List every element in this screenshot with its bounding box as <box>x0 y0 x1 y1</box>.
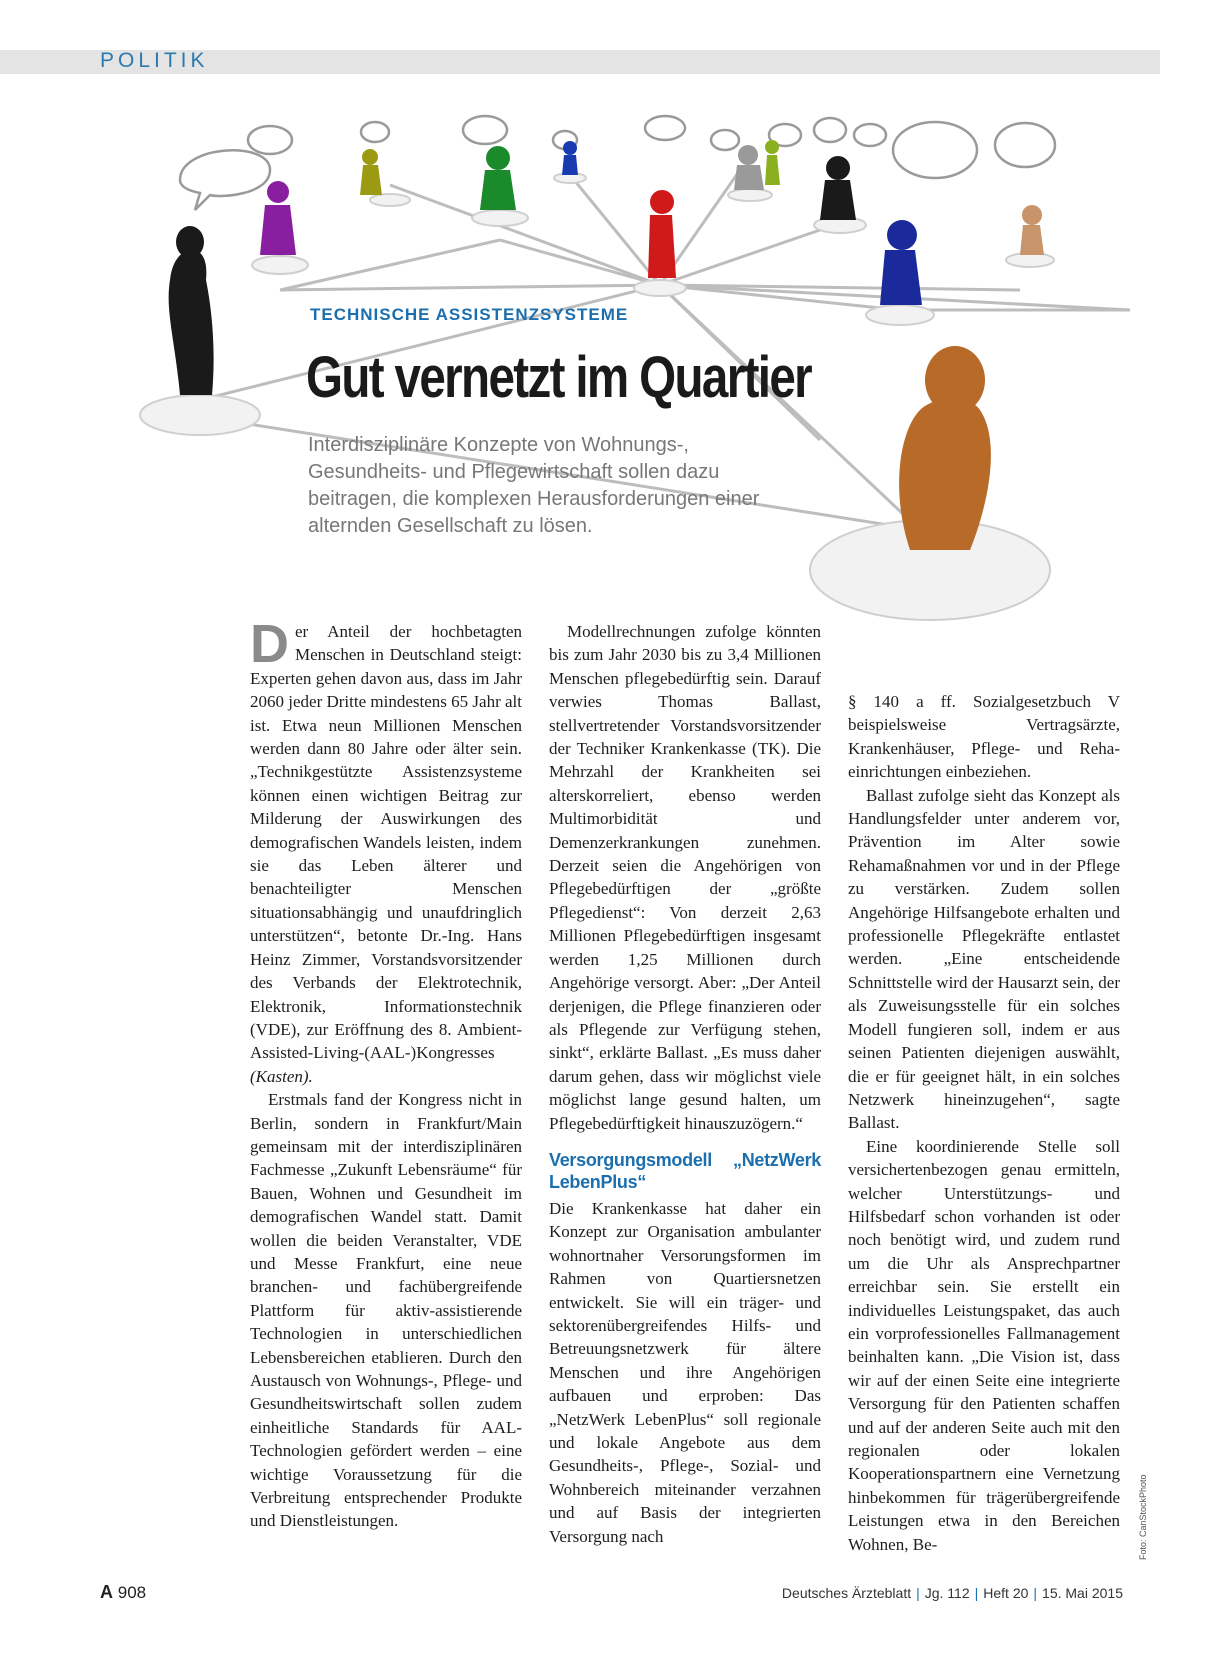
drop-cap: D <box>250 614 289 674</box>
journal-name: Deutsches Ärzteblatt <box>781 1585 912 1601</box>
column-3 <box>848 690 1120 1556</box>
article-kicker: TECHNISCHE ASSISTENZSYSTEME <box>310 305 629 324</box>
section-label: POLITIK <box>100 49 209 72</box>
column-1 <box>250 614 522 1533</box>
paragraph-1 <box>250 614 522 1088</box>
speech-bubbles <box>180 116 1055 210</box>
paragraph-5: § 140 a ff. Sozialgesetzbuch V beispielsweise Vertragsärzte, Krankenhäuser, Pflege- und Rehaeinrichtungen einbeziehen. <box>848 692 1120 782</box>
article-title: Gut vernetzt im Quartier <box>306 345 812 410</box>
journal-volume: Jg. 112 <box>924 1585 970 1601</box>
footer-citation: Deutsches Ärzteblatt | Jg. 112 | Heft 20 | 15. Mai 2015 <box>781 1585 1123 1601</box>
page-number-value: 908 <box>117 1583 147 1602</box>
paragraph-1-ref: (Kasten). <box>250 1066 313 1086</box>
paragraph-2: Erstmals fand der Kongress nicht in Berlin, sondern in Frankfurt/Main gemeinsam mit der interdisziplinären Fachmesse „Zukunft Lebensräume“ für Bauen, Wohnen und Gesundheit im demografischen Wandel statt. Damit wollen die beiden Veranstalter, VDE und Messe Frankfurt, eine neue branchen- und fachübergreifende Plattform für aktiv-assistierende Technologien in unterschiedlichen Lebensbereichen etablieren. Durch den Austausch von Wohnungs-, Pflege- und Gesundheitswirtschaft sollen zudem einheitliche Standards für AAL-Technologien gefördert werden – eine wichtige Voraussetzung für die Verbreitung entsprechender Produkte und Dienstleistungen. <box>250 1090 522 1531</box>
paragraph-7: Eine koordinierende Stelle soll versichertenbezogen genau ermitteln, welcher Unterstützungs- und Hilfsbedarf schon vorhanden ist oder noch benötigt wird, und zudem rund um die Uhr als Ansprechpartner erreichbar sein. Sie erstellt ein individuelles Leistungspaket, das auch ein vorprofessionelles Fallmanagement beinhalten kann. „Die Vision ist, dass wir auf der einen Seite eine integrierte Versorgung für den Patienten schaffen und auf der anderen Seite auch mit den regionalen oder lokalen Kooperationspartnern eine Vernetzung hinbekommen für trägerübergreifende Leistungen etwa in den Bereichen Wohnen, Be- <box>848 1136 1120 1554</box>
journal-issue: Heft 20 <box>983 1585 1029 1601</box>
page-prefix: A <box>100 1582 113 1602</box>
page-number <box>100 1582 146 1603</box>
paragraph-4: Die Krankenkasse hat daher ein Konzept zur Organisation ambulanter wohnortnaher Versorungsformen im Rahmen von Quartiersnetzen entwickelt. Sie will ein träger- und sektorenübergreifendes Hilfs- und Betreuungsnetzwerk für ältere Menschen und ihre Angehörigen aufbauen und erproben: Das „NetzWerk LebenPlus“ soll regionale und lokale Angebote aus dem Gesundheits-, Pflege-, Sozial- und Wohnbereich miteinander verzahnen und auf Basis der integrierten Versorgung nach <box>549 1198 821 1546</box>
paragraph-6: Ballast zufolge sieht das Konzept als Handlungsfelder unter anderem vor, Prävention im Alter sowie Rehamaßnahmen vor und in der Pflege zu verstärken. Zudem sollen Angehörige Hilfsangebote erhalten und professionelle Pflegekräfte entlastet werden. „Eine entscheidende Schnittstelle wird der Hausarzt sein, der als Zuweisungsstelle für ein solches Modell fungieren soll, indem er aus seinen Patienten diejenigen auswählt, die er für geeignet hält, in ein solches Netzwerk hineinzugehen“, sagte Ballast. <box>848 785 1120 1133</box>
photo-credit: Foto: CanStockPhoto <box>1138 1474 1148 1560</box>
paragraph-1-text: er Anteil der hochbetagten Menschen in Deutschland steigt: Experten gehen davon aus, dass im Jahr 2060 jeder Dritte mindestens 65 Jahr alt ist. Etwa neun Millionen Menschen werden dann 80 Jahre oder älter sein. „Technikgestützte Assistenzsysteme können einen wichtigen Beitrag zur Milderung der Auswirkungen des demografischen Wandels leisten, indem sie das Leben älterer und benachteiligter Menschen situationsabhängig und unaufdringlich unterstützen“, betonte Dr.-Ing. Hans Heinz Zimmer, Vorstandsvorsitzender des Verbands der Elektrotechnik, Elektronik, Informationstechnik (VDE), zur Eröffnung des 8. Ambient-Assisted-Living-(AAL-)Kongresses <box>250 622 522 1063</box>
column-2 <box>549 620 821 1548</box>
paragraph-3: Modellrechnungen zufolge könnten bis zum Jahr 2030 bis zu 3,4 Millionen Menschen pflegebedürftig sein. Darauf verwies Thomas Ballast, stellvertretender Vorstandsvorsitzender der Techniker Krankenkasse (TK). Die Mehrzahl der Krankheiten sei alterskorreliert, ebenso werden Multimorbidität und Demenzerkrankungen zunehmen. Derzeit seien die Angehörigen von Pflegebedürftigen der „größte Pflegedienst“: Von derzeit 2,63 Millionen Pflegebedürftigen insgesamt werden 1,25 Millionen durch Angehörige versorgt. Aber: „Der Anteil derjenigen, die Pflege finanzieren oder als Pflegende zur Verfügung stehen, sinkt“, erklärte Ballast. „Es muss daher darum gehen, dass wir möglichst viele möglichst lange gesund halten, um Pflegebedürftigkeit hinauszuzögern.“ <box>549 622 821 1133</box>
article-deck: Interdisziplinäre Konzepte von Wohnungs-, Gesundheits- und Pflegewirtschaft sollen dazu beitragen, die komplexen Herausforderungen einer alternden Gesellschaft zu lösen. <box>308 434 760 537</box>
journal-date: 15. Mai 2015 <box>1042 1585 1123 1601</box>
article-subhead: Versorgungsmodell „NetzWerk LebenPlus“ <box>549 1149 821 1192</box>
